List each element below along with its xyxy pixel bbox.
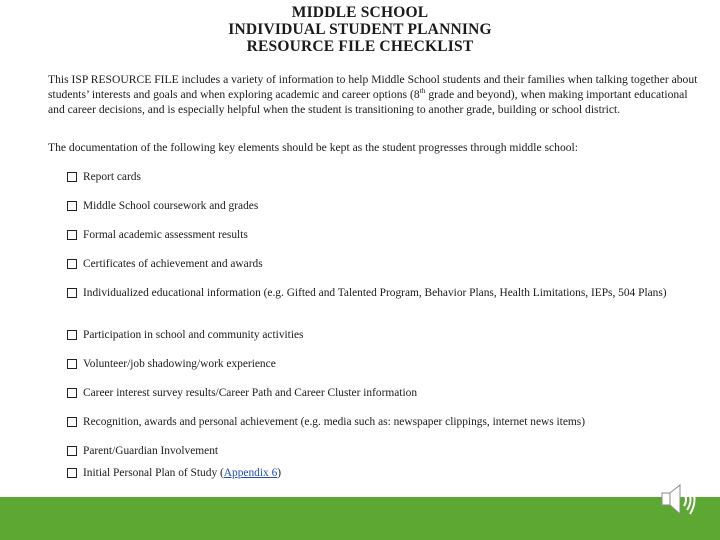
checklist-item-label: Middle School coursework and grades xyxy=(83,200,259,212)
checkbox[interactable] xyxy=(67,359,77,369)
title-line-2: INDIVIDUAL STUDENT PLANNING xyxy=(228,21,492,38)
appendix-link[interactable]: Appendix 6 xyxy=(223,467,278,479)
intro-paragraph: This ISP RESOURCE FILE includes a variety of information to help Middle School students and their families when talking together about students’ interests and goals and when exploring academic and career options (8th grade and beyond), when making important educational and career decisions, and is especially helpful when the student is transitioning to another grade, building or school district. xyxy=(48,73,698,117)
checkbox[interactable] xyxy=(67,330,77,340)
footer-bar xyxy=(0,497,720,540)
checklist-item-label: Volunteer/job shadowing/work experience xyxy=(83,358,276,370)
checklist-item-label: Career interest survey results/Career Path and Career Cluster information xyxy=(83,387,418,399)
checkbox[interactable] xyxy=(67,201,77,211)
checkbox[interactable] xyxy=(67,446,77,456)
checklist-item-label: Parent/Guardian Involvement xyxy=(83,445,219,457)
checkbox[interactable] xyxy=(67,259,77,269)
checkbox[interactable] xyxy=(67,388,77,398)
checkbox[interactable] xyxy=(67,172,77,182)
title-line-3: RESOURCE FILE CHECKLIST xyxy=(246,38,474,55)
speaker-audio-icon[interactable] xyxy=(656,478,700,522)
checklist-item-label: Initial Personal Plan of Study (Appendix 6) xyxy=(83,467,282,479)
checklist-item-label: Report cards xyxy=(83,171,141,183)
checklist-item-label: Participation in school and community activities xyxy=(83,329,304,341)
checklist-item-label: Recognition, awards and personal achievement (e.g. media such as: newspaper clippings, internet news items) xyxy=(83,416,585,428)
checklist-item-label: Individualized educational information (e.g. Gifted and Talented Program, Behavior Plans, Health Limitations, IEPs, 504 Plans) xyxy=(83,287,667,299)
checklist-item-label: Certificates of achievement and awards xyxy=(83,258,263,270)
checkbox[interactable] xyxy=(67,468,77,478)
lead-sentence: The documentation of the following key elements should be kept as the student progresses through middle school: xyxy=(48,141,578,154)
checkbox[interactable] xyxy=(67,230,77,240)
title-line-1: MIDDLE SCHOOL xyxy=(291,4,429,21)
checkbox[interactable] xyxy=(67,417,77,427)
checkbox[interactable] xyxy=(67,288,77,298)
checklist-item-label: Formal academic assessment results xyxy=(83,229,248,241)
